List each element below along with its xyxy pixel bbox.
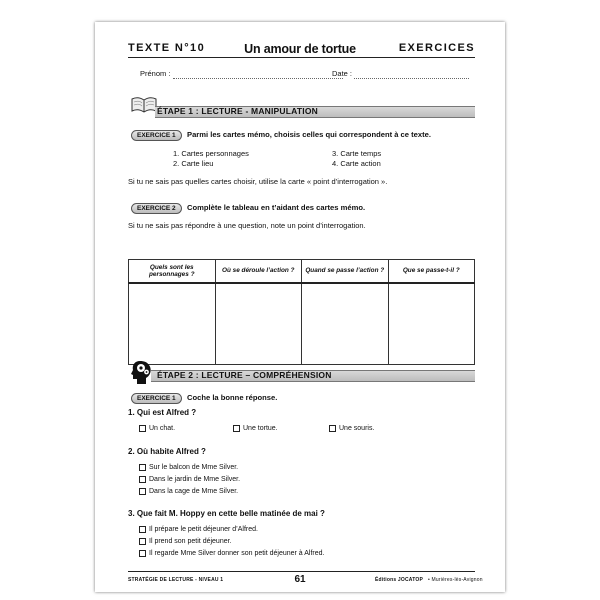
card-option-4: 4. Carte action	[332, 159, 381, 168]
card-option-1: 1. Cartes personnages	[173, 149, 249, 158]
checkbox[interactable]	[139, 476, 146, 483]
question-2: 2. Où habite Alfred ?	[128, 447, 206, 456]
checkbox[interactable]	[139, 425, 146, 432]
checkbox[interactable]	[329, 425, 336, 432]
date-field[interactable]	[354, 78, 469, 79]
column-header: Quand se passe l’action ?	[302, 260, 389, 284]
name-field[interactable]	[173, 78, 343, 79]
page-title: Un amour de tortue	[244, 42, 356, 56]
footer-location: • Murières-lès-Avignon	[428, 577, 483, 583]
step1-title: ÉTAPE 1 : LECTURE - MANIPULATION	[157, 106, 318, 116]
answer-option[interactable]: Il prend son petit déjeuner.	[139, 538, 232, 545]
question-3: 3. Que fait M. Hoppy en cette belle matinée de mai ?	[128, 509, 325, 518]
column-header: Où se déroule l’action ?	[215, 260, 302, 284]
footer-series: STRATÉGIE DE LECTURE - NIVEAU 1	[128, 577, 224, 583]
question-1: 1. Qui est Alfred ?	[128, 408, 197, 417]
answer-cell[interactable]	[129, 283, 216, 365]
answer-option[interactable]: Un chat.	[139, 425, 175, 432]
checkbox[interactable]	[233, 425, 240, 432]
checkbox[interactable]	[139, 464, 146, 471]
answer-option[interactable]: Il prépare le petit déjeuner d’Alfred.	[139, 526, 258, 533]
checkbox[interactable]	[139, 538, 146, 545]
footer-rule	[128, 571, 475, 572]
checkbox[interactable]	[139, 488, 146, 495]
answer-table	[128, 259, 475, 365]
exercise1-note: Si tu ne sais pas quelles cartes choisir, utilise la carte « point d’interrogation ».	[128, 177, 388, 186]
book-icon	[131, 95, 157, 113]
card-option-3: 3. Carte temps	[332, 149, 382, 158]
answer-cell[interactable]	[388, 283, 475, 365]
answer-option[interactable]: Une souris.	[329, 425, 374, 432]
answer-option[interactable]: Une tortue.	[233, 425, 278, 432]
column-header: Que se passe-t-il ?	[388, 260, 475, 284]
exercise1-instruction: Parmi les cartes mémo, choisis celles qui correspondent à ce texte.	[187, 130, 431, 139]
answer-option[interactable]: Sur le balcon de Mme Silver.	[139, 464, 238, 471]
column-header: Quels sont les personnages ?	[129, 260, 216, 284]
name-label: Prénom :	[140, 69, 171, 78]
answer-option[interactable]: Dans la cage de Mme Silver.	[139, 488, 238, 495]
exercise2-instruction: Complète le tableau en t’aidant des cartes mémo.	[187, 203, 366, 212]
checkbox[interactable]	[139, 550, 146, 557]
answer-cell[interactable]	[215, 283, 302, 365]
card-option-2: 2. Carte lieu	[173, 159, 214, 168]
header-rule	[128, 57, 475, 58]
text-number: TEXTE N°10	[128, 42, 206, 54]
worksheet-page	[95, 22, 505, 592]
page-number: 61	[294, 574, 306, 585]
answer-cell[interactable]	[302, 283, 389, 365]
step2-exercise1-badge: EXERCICE 1	[131, 393, 182, 404]
exercise2-badge: EXERCICE 2	[131, 203, 182, 214]
date-label: Date :	[332, 69, 353, 78]
answer-option[interactable]: Il regarde Mme Silver donner son petit déjeuner à Alfred.	[139, 550, 325, 557]
exercise2-note: Si tu ne sais pas répondre à une question, note un point d’interrogation.	[128, 221, 366, 230]
answer-option[interactable]: Dans le jardin de Mme Silver.	[139, 476, 240, 483]
head-gears-icon	[131, 359, 153, 385]
checkbox[interactable]	[139, 526, 146, 533]
step2-title: ÉTAPE 2 : LECTURE – COMPRÉHENSION	[157, 370, 332, 380]
section-label: EXERCICES	[398, 42, 475, 54]
exercise1-badge: EXERCICE 1	[131, 130, 182, 141]
step2-exercise1-instruction: Coche la bonne réponse.	[187, 393, 278, 402]
footer-publisher: Éditions JOCATOP	[375, 577, 424, 583]
